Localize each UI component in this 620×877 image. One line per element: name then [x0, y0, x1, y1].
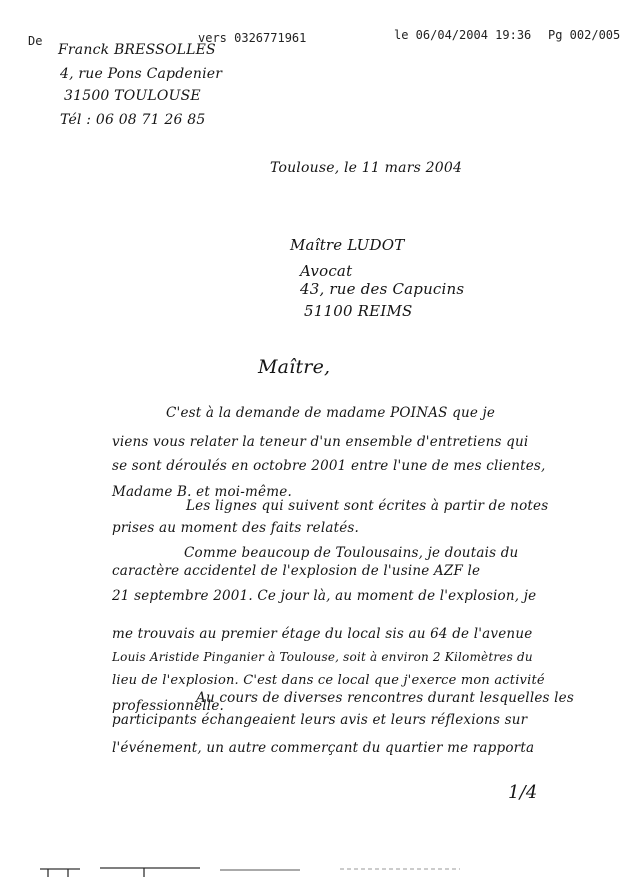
body-line: caractère accidentel de l'explosion de l'usine AZF le: [112, 563, 481, 579]
body-line: C'est à la demande de madame POINAS que je: [166, 405, 496, 421]
fax-datetime: le 06/04/2004 19:36: [394, 28, 532, 42]
recipient-street: 43, rue des Capucins: [300, 280, 465, 298]
body-line: professionnelle.: [112, 698, 225, 714]
body-line: Au cours de diverses rencontres durant lesquelles les: [196, 690, 574, 706]
fax-destination: vers 0326771961: [198, 31, 307, 45]
body-line: viens vous relater la teneur d'un ensemble d'entretiens qui: [112, 434, 529, 450]
body-line: Comme beaucoup de Toulousains, je doutais du: [184, 545, 519, 561]
body-line: Louis Aristide Pinganier à Toulouse, soit à environ 2 Kilomètres du: [112, 650, 533, 664]
page-number: 1/4: [508, 782, 538, 803]
sender-phone: Tél : 06 08 71 26 85: [60, 112, 206, 128]
body-line: Les lignes qui suivent sont écrites à partir de notes: [186, 498, 549, 514]
recipient-city: 51100 REIMS: [304, 302, 413, 320]
sender-street: 4, rue Pons Capdenier: [60, 66, 223, 82]
body-line: prises au moment des faits relatés.: [112, 520, 360, 536]
recipient-name: Maître LUDOT: [290, 236, 405, 254]
body-line: participants échangeaient leurs avis et leurs réflexions sur: [112, 712, 528, 728]
fax-page-count: Pg 002/005: [548, 28, 620, 42]
place-date: Toulouse, le 11 mars 2004: [270, 160, 463, 176]
sender-city: 31500 TOULOUSE: [64, 88, 201, 104]
body-line: lieu de l'explosion. C'est dans ce local que j'exerce mon activité: [112, 673, 545, 688]
body-line: l'événement, un autre commerçant du quartier me rapporta: [112, 740, 535, 756]
sender-name: Franck BRESSOLLES: [58, 42, 216, 58]
fax-scan-edge: [40, 866, 620, 877]
salutation: Maître,: [258, 356, 331, 378]
body-line: Madame B. et moi-même.: [112, 484, 292, 500]
body-line: me trouvais au premier étage du local sis au 64 de l'avenue: [112, 626, 533, 642]
fax-from-label: De: [28, 34, 43, 48]
recipient-title: Avocat: [300, 262, 353, 280]
body-line: se sont déroulés en octobre 2001 entre l'une de mes clientes,: [112, 458, 546, 474]
body-line: 21 septembre 2001. Ce jour là, au moment de l'explosion, je: [112, 588, 537, 604]
